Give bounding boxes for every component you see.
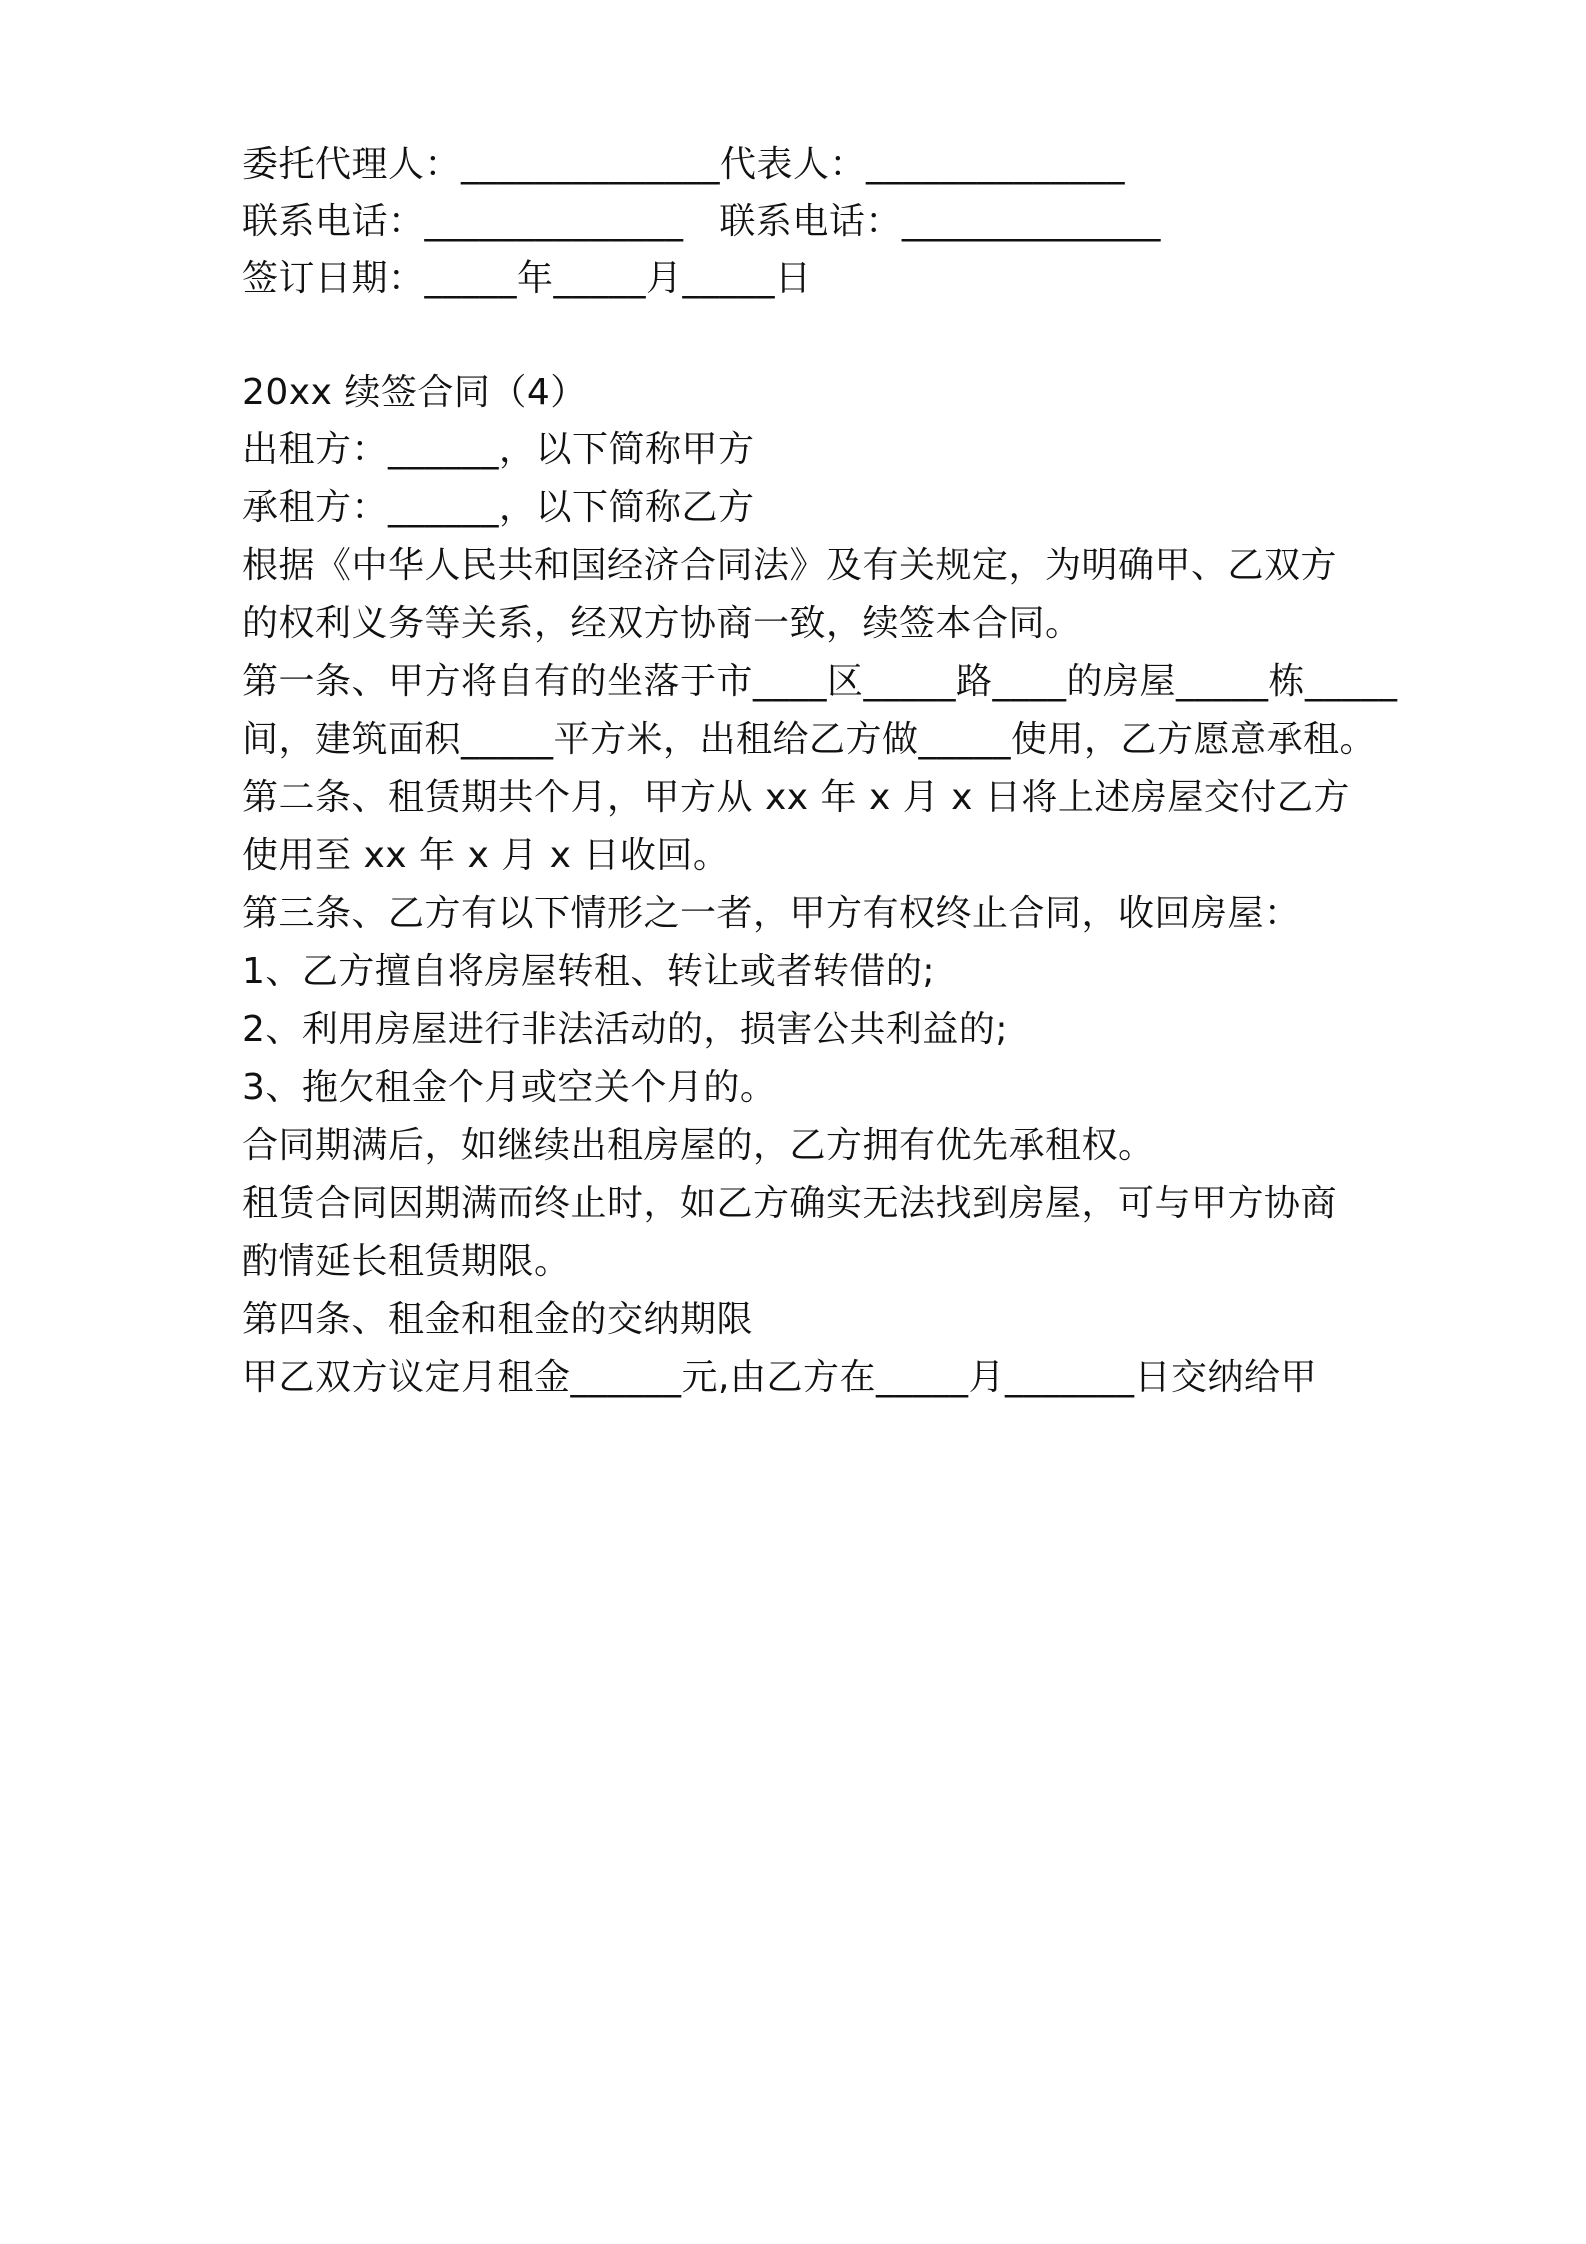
article-1-line: 间，建筑面积_____平方米，出租给乙方做_____使用，乙方愿意承租。 [242,719,1377,760]
renewal-priority-line: 合同期满后，如继续出租房屋的，乙方拥有优先承租权。 [242,1125,1155,1166]
article-1-line: 第一条、甲方将自有的坐落于市____区_____路____的房屋_____栋_____ [242,661,1398,702]
article-3-item: 2、利用房屋进行非法活动的，损害公共利益的; [242,1009,1009,1050]
lessee-line: 承租方：______，以下简称乙方 [242,487,755,528]
article-4-heading: 第四条、租金和租金的交纳期限 [242,1299,754,1340]
signing-date-line: 签订日期：_____年_____月_____日 [242,258,812,299]
article-3-line: 第三条、乙方有以下情形之一者，甲方有权终止合同，收回房屋： [242,893,1301,934]
extension-line: 租赁合同因期满而终止时，如乙方确实无法找到房屋，可与甲方协商 [242,1183,1338,1224]
extension-line: 酌情延长租赁期限。 [242,1241,571,1282]
article-2-line: 使用至 xx 年 x 月 x 日收回。 [242,835,730,876]
preamble-line: 根据《中华人民共和国经济合同法》及有关规定，为明确甲、乙双方 [242,545,1338,586]
agent-representative-line: 委托代理人：______________代表人：______________ [242,144,1126,185]
article-4-line: 甲乙双方议定月租金______元,由乙方在_____月_______日交纳给甲 [242,1357,1317,1398]
lessor-line: 出租方：______，以下简称甲方 [242,429,755,470]
contract-title: 20xx 续签合同（4） [242,372,587,413]
article-2-line: 第二条、租赁期共个月，甲方从 xx 年 x 月 x 日将上述房屋交付乙方 [242,777,1350,818]
contact-phone-line: 联系电话：______________ 联系电话：______________ [242,201,1161,242]
article-3-item: 1、乙方擅自将房屋转租、转让或者转借的; [242,951,936,992]
preamble-line: 的权利义务等关系，经双方协商一致，续签本合同。 [242,603,1082,644]
article-3-item: 3、拖欠租金个月或空关个月的。 [242,1067,777,1108]
